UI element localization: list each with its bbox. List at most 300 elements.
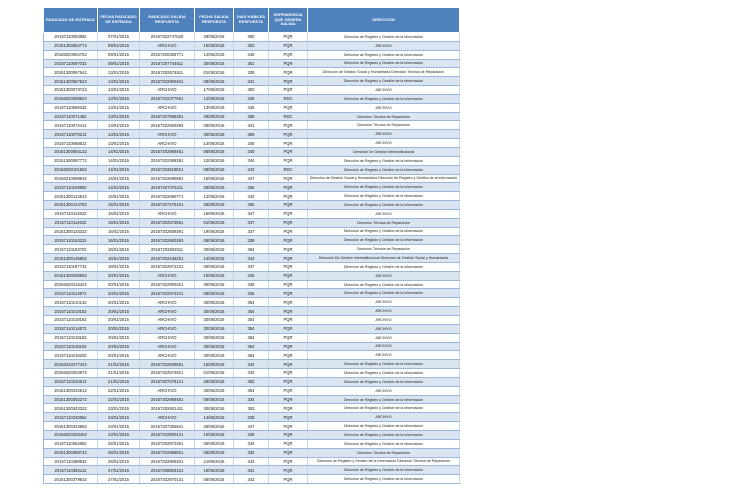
cell-direccion[interactable]: ARCHIVO	[308, 386, 460, 395]
cell-radicado-salida[interactable]: 20167202690771	[140, 192, 195, 201]
cell-dias-habiles[interactable]: 336	[234, 280, 269, 289]
cell-radicado-entrada[interactable]: 20151300054772	[44, 41, 98, 50]
cell-radicado-entrada[interactable]: 20157110218162	[44, 316, 98, 325]
cell-radicado-entrada[interactable]: 20157110340862	[44, 413, 98, 422]
cell-dependencia[interactable]: PQR	[269, 130, 308, 139]
cell-radicado-salida[interactable]: 20167202909301	[140, 457, 195, 466]
cell-dependencia[interactable]: PQR	[269, 77, 308, 86]
cell-direccion[interactable]: Dirección de Registro y Gestión de la Información	[308, 50, 460, 59]
cell-dias-habiles[interactable]: 356	[234, 183, 269, 192]
cell-dependencia[interactable]: PQR	[269, 333, 308, 342]
cell-dias-habiles[interactable]: 345	[234, 139, 269, 148]
cell-fecha-salida[interactable]: 21/06/2016	[195, 457, 234, 466]
cell-radicado-entrada[interactable]: 20157110310512	[44, 377, 98, 386]
cell-fecha-salida[interactable]: 30/06/2016	[195, 351, 234, 360]
cell-radicado-entrada[interactable]: 20151300343332	[44, 404, 98, 413]
cell-dependencia[interactable]: PQR	[269, 448, 308, 457]
cell-radicado-entrada[interactable]: 20157110392112	[44, 466, 98, 475]
cell-fecha-entrada[interactable]: 20/01/2015	[98, 342, 140, 351]
cell-radicado-salida[interactable]: 20167202900431	[140, 430, 195, 439]
cell-radicado-salida[interactable]: 20167207475151	[140, 201, 195, 210]
cell-fecha-entrada[interactable]: 21/01/2015	[98, 377, 140, 386]
cell-direccion[interactable]: ARCHIVO	[308, 41, 460, 50]
cell-dependencia[interactable]: PQR	[269, 156, 308, 165]
cell-radicado-salida[interactable]: 20167207595351	[140, 112, 195, 121]
cell-radicado-salida[interactable]: 20167207744611	[140, 59, 195, 68]
cell-dias-habiles[interactable]: 343	[234, 165, 269, 174]
cell-dias-habiles[interactable]: 343	[234, 457, 269, 466]
cell-radicado-entrada[interactable]: 20151300122542	[44, 192, 98, 201]
cell-dias-habiles[interactable]: 342	[234, 360, 269, 369]
cell-direccion[interactable]: Dirección de Registro y Gestión de la Información	[308, 360, 460, 369]
cell-dias-habiles[interactable]: 352	[234, 377, 269, 386]
cell-fecha-salida[interactable]: 29/06/2016	[195, 112, 234, 121]
cell-radicado-salida[interactable]: ARCHIVO	[140, 351, 195, 360]
cell-radicado-entrada[interactable]: 20156020008622	[44, 94, 98, 103]
cell-direccion[interactable]: ARCHIVO	[308, 333, 460, 342]
cell-radicado-salida[interactable]: 20167202572581	[140, 218, 195, 227]
cell-radicado-salida[interactable]: ARCHIVO	[140, 130, 195, 139]
cell-fecha-salida[interactable]: 12/06/2016	[195, 156, 234, 165]
cell-radicado-salida[interactable]: 20167207355941	[140, 422, 195, 431]
cell-radicado-entrada[interactable]: 20157110354962	[44, 439, 98, 448]
cell-dependencia[interactable]: PQR	[269, 386, 308, 395]
cell-fecha-entrada[interactable]: 26/01/2015	[98, 439, 140, 448]
cell-fecha-entrada[interactable]: 23/01/2015	[98, 422, 140, 431]
cell-dependencia[interactable]: PQR	[269, 218, 308, 227]
cell-radicado-salida[interactable]: 20167202574921	[140, 369, 195, 378]
cell-radicado-salida[interactable]: ARCHIVO	[140, 41, 195, 50]
cell-dependencia[interactable]: PQR	[269, 262, 308, 271]
cell-radicado-salida[interactable]: 20167207476121	[140, 377, 195, 386]
cell-direccion[interactable]: Dirección Técnica de Reparación	[308, 121, 460, 130]
cell-dias-habiles[interactable]: 332	[234, 448, 269, 457]
cell-radicado-entrada[interactable]: 20156020101662	[44, 165, 98, 174]
cell-fecha-salida[interactable]: 10/06/2016	[195, 41, 234, 50]
cell-dependencia[interactable]: PQR	[269, 33, 308, 42]
cell-direccion[interactable]: ARCHIVO	[308, 209, 460, 218]
cell-fecha-entrada[interactable]: 13/01/2015	[98, 94, 140, 103]
cell-dependencia[interactable]: PQR	[269, 86, 308, 95]
cell-fecha-salida[interactable]: 30/06/2016	[195, 324, 234, 333]
cell-dias-habiles[interactable]: 345	[234, 94, 269, 103]
cell-radicado-salida[interactable]: 20167202377661	[140, 94, 195, 103]
cell-radicado-entrada[interactable]: 20156210277442	[44, 360, 98, 369]
cell-dias-habiles[interactable]: 347	[234, 422, 269, 431]
cell-fecha-entrada[interactable]: 15/01/2015	[98, 209, 140, 218]
cell-fecha-salida[interactable]: 06/06/2016	[195, 262, 234, 271]
cell-dependencia[interactable]: PQR	[269, 147, 308, 156]
cell-fecha-entrada[interactable]: 20/01/2015	[98, 307, 140, 316]
cell-direccion[interactable]: ARCHIVO	[308, 139, 460, 148]
cell-direccion[interactable]: Dirección de Registro y Gestión de la Información	[308, 183, 460, 192]
cell-radicado-entrada[interactable]: 20157110163702	[44, 245, 98, 254]
cell-direccion[interactable]: Dirección de Registro y Gestión de la Información	[308, 59, 460, 68]
cell-radicado-salida[interactable]: ARCHIVO	[140, 86, 195, 95]
cell-dias-habiles[interactable]: 346	[234, 271, 269, 280]
cell-dependencia[interactable]: PQR	[269, 50, 308, 59]
cell-radicado-entrada[interactable]: 20157110218152	[44, 307, 98, 316]
cell-fecha-entrada[interactable]: 14/01/2015	[98, 165, 140, 174]
cell-radicado-salida[interactable]: 20167202602011	[140, 245, 195, 254]
cell-dependencia[interactable]: RDC	[269, 165, 308, 174]
cell-radicado-entrada[interactable]: 20151300124762	[44, 201, 98, 210]
cell-fecha-salida[interactable]: 30/06/2016	[195, 404, 234, 413]
cell-radicado-salida[interactable]: ARCHIVO	[140, 307, 195, 316]
cell-radicado-salida[interactable]: ARCHIVO	[140, 413, 195, 422]
cell-radicado-entrada[interactable]: 20151300087772	[44, 156, 98, 165]
cell-dias-habiles[interactable]: 339	[234, 430, 269, 439]
cell-dias-habiles[interactable]: 344	[234, 156, 269, 165]
cell-radicado-salida[interactable]: ARCHIVO	[140, 298, 195, 307]
cell-direccion[interactable]: Dirección de Registro y Gestión de la Información	[308, 236, 460, 245]
cell-fecha-salida[interactable]: 06/06/2016	[195, 147, 234, 156]
cell-radicado-salida[interactable]: 20167202968481	[140, 395, 195, 404]
cell-dependencia[interactable]: PQR	[269, 41, 308, 50]
cell-radicado-entrada[interactable]: 20157110079212	[44, 130, 98, 139]
cell-fecha-entrada[interactable]: 20/01/2015	[98, 316, 140, 325]
cell-fecha-entrada[interactable]: 13/01/2015	[98, 86, 140, 95]
cell-fecha-entrada[interactable]: 20/01/2015	[98, 324, 140, 333]
cell-direccion[interactable]: Dirección de Registro y Gestión de la Información Dirección Técnica de Reparación	[308, 457, 460, 466]
cell-fecha-salida[interactable]: 28/06/2016	[195, 33, 234, 42]
cell-dias-habiles[interactable]: 354	[234, 333, 269, 342]
cell-radicado-entrada[interactable]: 20151300134332	[44, 227, 98, 236]
cell-fecha-entrada[interactable]: 13/01/2015	[98, 68, 140, 77]
cell-dias-habiles[interactable]: 345	[234, 50, 269, 59]
cell-dias-habiles[interactable]: 354	[234, 316, 269, 325]
cell-fecha-entrada[interactable]: 23/01/2015	[98, 430, 140, 439]
cell-dependencia[interactable]: PQR	[269, 183, 308, 192]
cell-fecha-entrada[interactable]: 22/01/2015	[98, 386, 140, 395]
cell-fecha-entrada[interactable]: 26/01/2015	[98, 448, 140, 457]
cell-dependencia[interactable]: PQR	[269, 139, 308, 148]
cell-direccion[interactable]: Dirección de Registro y Gestión de la Información	[308, 475, 460, 484]
cell-direccion[interactable]: Dirección de Registro y Gestión de la Información	[308, 422, 460, 431]
cell-fecha-entrada[interactable]: 07/01/2015	[98, 33, 140, 42]
cell-direccion[interactable]: ARCHIVO	[308, 307, 460, 316]
cell-direccion[interactable]: Dirección Técnica de Reparación	[308, 245, 460, 254]
cell-fecha-entrada[interactable]: 21/01/2015	[98, 369, 140, 378]
cell-fecha-entrada[interactable]: 20/01/2015	[98, 351, 140, 360]
cell-fecha-salida[interactable]: 14/06/2016	[195, 413, 234, 422]
cell-dependencia[interactable]: RDC	[269, 112, 308, 121]
cell-dias-habiles[interactable]: 359	[234, 130, 269, 139]
cell-radicado-salida[interactable]: ARCHIVO	[140, 271, 195, 280]
cell-radicado-salida[interactable]: 20167202968801	[140, 448, 195, 457]
cell-direccion[interactable]: Dirección de Registro y Gestión de la Información	[308, 192, 460, 201]
cell-fecha-salida[interactable]: 08/06/2016	[195, 236, 234, 245]
cell-direccion[interactable]: Dirección de Registro y Gestión de la Información	[308, 395, 460, 404]
cell-radicado-entrada[interactable]: 20157110389532	[44, 457, 98, 466]
cell-direccion[interactable]: ARCHIVO	[308, 271, 460, 280]
cell-fecha-entrada[interactable]: 14/01/2015	[98, 174, 140, 183]
cell-fecha-salida[interactable]: 10/06/2016	[195, 430, 234, 439]
cell-direccion[interactable]: Dirección de Registro y Gestión de la Información	[308, 289, 460, 298]
cell-dependencia[interactable]: PQR	[269, 227, 308, 236]
cell-dias-habiles[interactable]: 354	[234, 351, 269, 360]
cell-fecha-salida[interactable]: 16/06/2016	[195, 209, 234, 218]
cell-radicado-entrada[interactable]: 20151300067542	[44, 68, 98, 77]
cell-dias-habiles[interactable]: 343	[234, 254, 269, 263]
cell-dependencia[interactable]: PQR	[269, 271, 308, 280]
cell-dependencia[interactable]: PQR	[269, 307, 308, 316]
cell-fecha-entrada[interactable]: 14/01/2015	[98, 183, 140, 192]
cell-dias-habiles[interactable]: 347	[234, 227, 269, 236]
cell-fecha-salida[interactable]: 13/06/2016	[195, 103, 234, 112]
cell-dependencia[interactable]: PQR	[269, 413, 308, 422]
cell-dependencia[interactable]: PQR	[269, 439, 308, 448]
cell-dias-habiles[interactable]: 341	[234, 466, 269, 475]
cell-direccion[interactable]: Dirección de Registro y Gestión de la Información	[308, 165, 460, 174]
cell-dependencia[interactable]: PQR	[269, 395, 308, 404]
cell-fecha-salida[interactable]: 26/06/2016	[195, 422, 234, 431]
cell-direccion[interactable]: Dirección de Registro y Gestión de la Información	[308, 377, 460, 386]
cell-radicado-salida[interactable]: 20167202747620	[140, 33, 195, 42]
cell-fecha-entrada[interactable]: 20/01/2015	[98, 333, 140, 342]
cell-fecha-salida[interactable]: 06/06/2016	[195, 395, 234, 404]
cell-radicado-entrada[interactable]: 20157110114622	[44, 218, 98, 227]
cell-dependencia[interactable]: PQR	[269, 430, 308, 439]
cell-radicado-entrada[interactable]: 20151300206582	[44, 271, 98, 280]
cell-dependencia[interactable]: PQR	[269, 466, 308, 475]
cell-radicado-entrada[interactable]: 20157110218202	[44, 351, 98, 360]
cell-radicado-salida[interactable]: ARCHIVO	[140, 333, 195, 342]
cell-dependencia[interactable]: PQR	[269, 209, 308, 218]
cell-radicado-salida[interactable]: 20167202574511	[140, 68, 195, 77]
cell-dias-habiles[interactable]: 353	[234, 404, 269, 413]
cell-fecha-entrada[interactable]: 09/01/2015	[98, 41, 140, 50]
cell-dias-habiles[interactable]: 347	[234, 174, 269, 183]
cell-dias-habiles[interactable]: 341	[234, 77, 269, 86]
cell-radicado-entrada[interactable]: 20151300343882	[44, 422, 98, 431]
cell-radicado-entrada[interactable]: 20151300084132	[44, 147, 98, 156]
cell-direccion[interactable]: ARCHIVO	[308, 351, 460, 360]
cell-radicado-salida[interactable]: 20167202609581	[140, 360, 195, 369]
cell-direccion[interactable]: Dirección de Registro y Gestión de la Información	[308, 156, 460, 165]
cell-dependencia[interactable]: PQR	[269, 404, 308, 413]
cell-radicado-salida[interactable]: 20167202601411	[140, 404, 195, 413]
cell-direccion[interactable]: ARCHIVO	[308, 324, 460, 333]
cell-dias-habiles[interactable]: 354	[234, 324, 269, 333]
cell-dias-habiles[interactable]: 338	[234, 413, 269, 422]
cell-dependencia[interactable]: PQR	[269, 422, 308, 431]
cell-fecha-entrada[interactable]: 26/01/2015	[98, 457, 140, 466]
cell-dias-habiles[interactable]: 353	[234, 41, 269, 50]
cell-radicado-entrada[interactable]: 20157110214572	[44, 324, 98, 333]
cell-radicado-entrada[interactable]: 20151300302272	[44, 395, 98, 404]
cell-radicado-salida[interactable]: 20167207476211	[140, 183, 195, 192]
cell-radicado-entrada[interactable]: 20157110071482	[44, 112, 98, 121]
cell-radicado-entrada[interactable]: 20156020263972	[44, 369, 98, 378]
cell-fecha-entrada[interactable]: 22/01/2015	[98, 395, 140, 404]
cell-fecha-salida[interactable]: 06/06/2016	[195, 439, 234, 448]
cell-fecha-entrada[interactable]: 13/01/2015	[98, 130, 140, 139]
cell-fecha-entrada[interactable]: 09/01/2015	[98, 59, 140, 68]
cell-fecha-salida[interactable]: 08/06/2016	[195, 121, 234, 130]
cell-radicado-entrada[interactable]: 20157110153232	[44, 236, 98, 245]
cell-direccion[interactable]: ARCHIVO	[308, 130, 460, 139]
cell-dias-habiles[interactable]: 336	[234, 289, 269, 298]
cell-dependencia[interactable]: PQR	[269, 342, 308, 351]
cell-fecha-entrada[interactable]: 15/01/2015	[98, 192, 140, 201]
cell-fecha-salida[interactable]: 28/06/2016	[195, 377, 234, 386]
cell-direccion[interactable]: Dirección de Registro y Gestión de la Información	[308, 227, 460, 236]
cell-fecha-salida[interactable]: 01/06/2016	[195, 218, 234, 227]
cell-radicado-entrada[interactable]: 20151300379632	[44, 475, 98, 484]
cell-fecha-salida[interactable]: 19/06/2016	[195, 466, 234, 475]
cell-direccion[interactable]: Dirección de Registro y Gestión de la Información	[308, 430, 460, 439]
cell-fecha-salida[interactable]: 15/06/2016	[195, 360, 234, 369]
cell-fecha-entrada[interactable]: 14/01/2015	[98, 147, 140, 156]
cell-fecha-salida[interactable]: 14/06/2016	[195, 139, 234, 148]
cell-fecha-salida[interactable]: 30/06/2016	[195, 245, 234, 254]
cell-fecha-salida[interactable]: 01/06/2016	[195, 68, 234, 77]
cell-direccion[interactable]: Dirección Técnica de Reparación	[308, 218, 460, 227]
cell-direccion[interactable]: ARCHIVO	[308, 298, 460, 307]
cell-fecha-entrada[interactable]: 15/01/2015	[98, 201, 140, 210]
cell-fecha-salida[interactable]: 14/06/2016	[195, 254, 234, 263]
cell-direccion[interactable]: Dirección de Registro y Gestión de la Información	[308, 280, 460, 289]
cell-radicado-salida[interactable]: ARCHIVO	[140, 139, 195, 148]
cell-dias-habiles[interactable]: 347	[234, 209, 269, 218]
cell-dias-habiles[interactable]: 345	[234, 103, 269, 112]
cell-fecha-salida[interactable]: 08/06/2016	[195, 77, 234, 86]
cell-radicado-salida[interactable]: 20167202690981	[140, 174, 195, 183]
cell-radicado-entrada[interactable]: 20151300067522	[44, 77, 98, 86]
cell-dependencia[interactable]: PQR	[269, 316, 308, 325]
cell-dependencia[interactable]: PQR	[269, 369, 308, 378]
header-radicado-entrada[interactable]: RADICADO DE ENTRADA	[44, 8, 98, 33]
cell-dias-habiles[interactable]: 338	[234, 236, 269, 245]
cell-direccion[interactable]: Dirección de Registro y Gestión de la Información	[308, 33, 460, 42]
cell-radicado-entrada[interactable]: 20157110214972	[44, 289, 98, 298]
cell-fecha-salida[interactable]: 30/06/2016	[195, 307, 234, 316]
cell-radicado-entrada[interactable]: 20157110074412	[44, 121, 98, 130]
cell-direccion[interactable]: Dirección de Registro y Gestión de la Información	[308, 77, 460, 86]
cell-radicado-salida[interactable]: 20167202900393	[140, 121, 195, 130]
cell-fecha-entrada[interactable]: 23/01/2015	[98, 404, 140, 413]
cell-direccion[interactable]: ARCHIVO	[308, 316, 460, 325]
cell-dependencia[interactable]: PQR	[269, 377, 308, 386]
cell-dias-habiles[interactable]: 354	[234, 298, 269, 307]
cell-dependencia[interactable]: PQR	[269, 280, 308, 289]
cell-radicado-salida[interactable]: ARCHIVO	[140, 209, 195, 218]
cell-direccion[interactable]: Dirección de Registro y Gestión de la Información	[308, 201, 460, 210]
cell-fecha-entrada[interactable]: 16/01/2015	[98, 245, 140, 254]
cell-dependencia[interactable]: PQR	[269, 201, 308, 210]
cell-radicado-entrada[interactable]: 20151300073722	[44, 86, 98, 95]
cell-radicado-salida[interactable]: 20167202900401	[140, 77, 195, 86]
cell-dependencia[interactable]: PQR	[269, 457, 308, 466]
cell-dias-habiles[interactable]: 339	[234, 68, 269, 77]
cell-fecha-entrada[interactable]: 27/01/2015	[98, 475, 140, 484]
cell-radicado-salida[interactable]: ARCHIVO	[140, 342, 195, 351]
cell-direccion[interactable]: Dirección de Registro y Gestión de la Información	[308, 466, 460, 475]
cell-dias-habiles[interactable]: 337	[234, 218, 269, 227]
cell-radicado-entrada[interactable]: 20151300389742	[44, 448, 98, 457]
cell-radicado-entrada[interactable]: 20156020320402	[44, 430, 98, 439]
cell-dependencia[interactable]: PQR	[269, 289, 308, 298]
cell-dependencia[interactable]: PQR	[269, 245, 308, 254]
header-fecha-entrada[interactable]: FECHA RADICADO DE ENTRADA	[98, 8, 140, 33]
cell-dependencia[interactable]: PQR	[269, 174, 308, 183]
cell-fecha-entrada[interactable]: 20/01/2015	[98, 289, 140, 298]
cell-radicado-entrada[interactable]: 20157110109892	[44, 183, 98, 192]
cell-fecha-entrada[interactable]: 20/01/2015	[98, 298, 140, 307]
cell-radicado-salida[interactable]: ARCHIVO	[140, 386, 195, 395]
cell-radicado-salida[interactable]: 20167202970131	[140, 475, 195, 484]
cell-radicado-entrada[interactable]: 20157110003882	[44, 33, 98, 42]
cell-dias-habiles[interactable]: 334	[234, 395, 269, 404]
cell-radicado-entrada[interactable]: 20157110069332	[44, 103, 98, 112]
cell-dias-habiles[interactable]: 343	[234, 475, 269, 484]
cell-dias-habiles[interactable]: 361	[234, 59, 269, 68]
cell-fecha-salida[interactable]: 19/06/2016	[195, 227, 234, 236]
cell-dias-habiles[interactable]: 350	[234, 86, 269, 95]
cell-direccion[interactable]: Dirección de Registro y Gestión de la Información	[308, 439, 460, 448]
cell-fecha-salida[interactable]: 30/06/2016	[195, 386, 234, 395]
cell-fecha-salida[interactable]: 12/06/2016	[195, 192, 234, 201]
cell-direccion[interactable]: Dirección de Registro y Gestión de la Información	[308, 262, 460, 271]
cell-dependencia[interactable]: PQR	[269, 360, 308, 369]
cell-fecha-entrada[interactable]: 16/01/2015	[98, 254, 140, 263]
cell-radicado-salida[interactable]: ARCHIVO	[140, 324, 195, 333]
cell-fecha-salida[interactable]: 30/06/2016	[195, 316, 234, 325]
cell-fecha-salida[interactable]: 28/06/2016	[195, 201, 234, 210]
cell-radicado-entrada[interactable]: 20151300310512	[44, 386, 98, 395]
cell-dependencia[interactable]: PQR	[269, 103, 308, 112]
cell-fecha-entrada[interactable]: 20/01/2015	[98, 280, 140, 289]
cell-dias-habiles[interactable]: 334	[234, 439, 269, 448]
cell-dependencia[interactable]: PQR	[269, 254, 308, 263]
cell-radicado-entrada[interactable]: 20157110068822	[44, 139, 98, 148]
cell-radicado-salida[interactable]: 20167208803101	[140, 466, 195, 475]
cell-radicado-entrada[interactable]: 20156020064752	[44, 50, 98, 59]
cell-fecha-entrada[interactable]: 16/01/2015	[98, 236, 140, 245]
cell-dependencia[interactable]: RDC	[269, 94, 308, 103]
cell-dias-habiles[interactable]: 354	[234, 386, 269, 395]
cell-radicado-salida[interactable]: 20167200369771	[140, 50, 195, 59]
cell-dependencia[interactable]: PQR	[269, 236, 308, 245]
cell-fecha-entrada[interactable]: 20/01/2015	[98, 271, 140, 280]
cell-direccion[interactable]: Dirección Técnica de Reparación	[308, 112, 460, 121]
cell-fecha-salida[interactable]: 12/06/2016	[195, 94, 234, 103]
cell-radicado-salida[interactable]: ARCHIVO	[140, 316, 195, 325]
cell-radicado-salida[interactable]: 20167202968461	[140, 147, 195, 156]
cell-radicado-salida[interactable]: 20167202900321	[140, 280, 195, 289]
cell-fecha-entrada[interactable]: 13/01/2015	[98, 77, 140, 86]
cell-direccion[interactable]: ARCHIVO	[308, 342, 460, 351]
cell-direccion[interactable]: Dirección de Registro y Gestión de la Información	[308, 369, 460, 378]
cell-dias-habiles[interactable]: 354	[234, 245, 269, 254]
cell-fecha-salida[interactable]: 10/06/2016	[195, 271, 234, 280]
header-dias-habiles[interactable]: DIAS HABILES RESPUESTA	[234, 8, 269, 33]
cell-dependencia[interactable]: PQR	[269, 298, 308, 307]
cell-dependencia[interactable]: PQR	[269, 59, 308, 68]
cell-fecha-salida[interactable]: 30/06/2016	[195, 342, 234, 351]
cell-fecha-entrada[interactable]: 13/01/2015	[98, 103, 140, 112]
cell-dias-habiles[interactable]: 354	[234, 342, 269, 351]
cell-fecha-salida[interactable]: 30/06/2016	[195, 59, 234, 68]
cell-radicado-salida[interactable]: 20167202448251	[140, 254, 195, 263]
cell-fecha-entrada[interactable]: 15/01/2015	[98, 218, 140, 227]
cell-radicado-entrada[interactable]: 20156020216422	[44, 280, 98, 289]
cell-fecha-salida[interactable]: 06/06/2016	[195, 289, 234, 298]
cell-direccion[interactable]: Dirección de Registro y Gestión de la Información	[308, 94, 460, 103]
cell-dependencia[interactable]: PQR	[269, 121, 308, 130]
cell-direccion[interactable]: Dirección de Registro y Gestión de la Información	[308, 404, 460, 413]
